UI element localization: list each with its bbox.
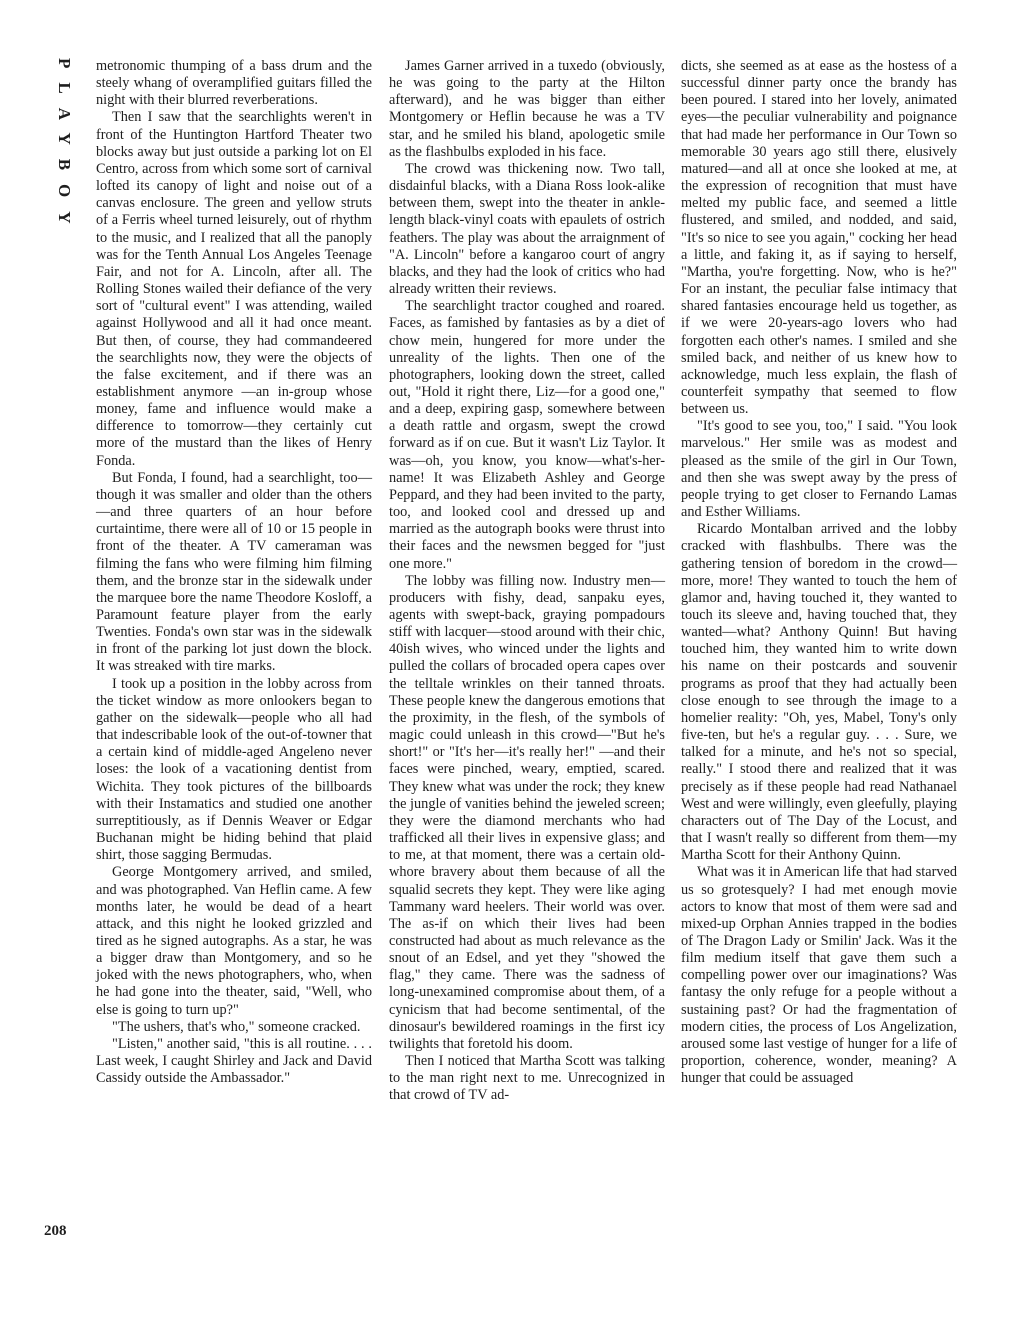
paragraph: dicts, she seemed as at ease as the hostess of a successful dinner party once the brandy has been poured. I stared into her lovely, animated eyes—the peculiar vulnerability and poignance that had made her performance in Our Town so memorable 30 years ago still there, elusively matured—and all at once she looked at me, at the expression of recognition that must have melted my public face, and seemed a little flustered, and smiled, and nodded, and said, "It's so nice to see you again," cocking her head a little, and faking it, as if saying to herself, "Martha, you're forgetting. Now, who is he?" For an instant, the peculiar false intimacy that shared fantasies encourage held us together, as if we were 20-years-ago lovers who had forgotten each other's names. I smiled and she smiled back, and neither of us knew how to acknowledge, much less explain, the flash of counterfeit sympathy that seemed to flow between us. <box>681 58 957 418</box>
page-number: 208 <box>44 1223 67 1239</box>
paragraph: Ricardo Montalban arrived and the lobby cracked with flashbulbs. There was the gathering tension of boredom in the crowd—more, more! They wanted to touch the hem of glamor and, having touched it, they wanted to touch its sleeve and, having touched that, they wanted—what? Anthony Quinn! But having touched him, they wanted him to write down his name on their postcards and souvenir programs as proof that they had actually been close enough to see through the image to a homelier reality: "Oh, yes, Mabel, Tony's only five-ten, but he's a regular guy. . . . Sure, we talked for a minute, and he's not so special, really." I stood there and realized that it was precisely as if these people had read Nathanael West and were willingly, even gleefully, playing characters out of The Day of the Locust, and that I wasn't really so different from them—my Martha Scott for their Anthony Quinn. <box>681 521 957 864</box>
paragraph: Then I noticed that Martha Scott was talking to the man right next to me. Unrecognized in that crowd of TV ad- <box>389 1053 665 1104</box>
paragraph: "Listen," another said, "this is all routine. . . . Last week, I caught Shirley and Jack and David Cassidy outside the Ambassador." <box>96 1035 372 1087</box>
paragraph: I took up a position in the lobby across from the ticket window as more onlookers began to gather on the sidewalk—people who all had that indescribable look of the out-of-towner that a certain kind of middle-aged Angeleno never loses: the look of a vacationing dentist from Wichita. They took pictures of the billboards with their Instamatics and studied one another surreptitiously, as if Dennis Weaver or Edgar Buchanan might be hiding behind that plaid shirt, those sagging Bermudas. <box>96 675 372 864</box>
article-column-1 <box>96 58 372 1087</box>
paragraph: But Fonda, I found, had a searchlight, too—though it was smaller and older than the others—and three quarters of an hour before curtaintime, there were all of 10 or 15 people in front of the theater. A TV cameraman was filming the fans who were filming him filming them, and the bronze star in the sidewalk under the marquee bore the name Theodore Kosloff, a Paramount feature player from the early Twenties. Fonda's own star was in the sidewalk in front of the parking lot just down the block. It was streaked with tire marks. <box>96 469 372 675</box>
masthead-text: PLAYBOY <box>55 58 74 238</box>
paragraph: George Montgomery arrived, and smiled, and was photographed. Van Heflin came. A few months later, he would be dead of a heart attack, and this night he looked grizzled and tired as he signed autographs. As a star, he was a bigger draw than Montgomery, and so he joked with the news photographers, who, when he had gone into the theater, said, "Well, who else is going to turn up?" <box>96 864 372 1018</box>
article-column-3 <box>681 58 957 1087</box>
paragraph: What was it in American life that had starved us so grotesquely? I had met enough movie actors to know that most of them were sad and mixed-up Orphan Annies trapped in the bodies of The Dragon Lady or Smilin' Jack. Was it the film medium itself that gave them such a compelling power over our imaginations? Was fantasy the only refuge for a people without a sustaining past? Or had the fragmentation of modern cities, the process of Los Angelization, aroused some last vestige of hunger for a life of proportion, coherence, wonder, meaning? A hunger that could be assuaged <box>681 864 957 1087</box>
paragraph: The searchlight tractor coughed and roared. Faces, as famished by fantasies as by a diet of chow mein, hungered for more under the unreality of the lights. Then one of the photographers, looking down the street, called out, "Hold it right there, Liz—for a good one," and a deep, expiring gasp, somewhere between a death rattle and orgasm, swept the crowd forward as if on cue. But it wasn't Liz Taylor. It was—oh, you know, you know—what's-her-name! It was Elizabeth Ashley and George Peppard, and they had been invited to the party, too, and looked cool and dressed up and married as the autograph books were thrust into their faces and the newsmen begged for "just one more." <box>389 298 665 572</box>
paragraph: metronomic thumping of a bass drum and the steely whang of overamplified guitars filled the night with their blurred reverberations. <box>96 58 372 109</box>
paragraph: The crowd was thickening now. Two tall, disdainful blacks, with a Diana Ross look-alike between them, swept into the theater in ankle-length black-vinyl coats with epaulets of ostrich feathers. The play was about the arraignment of "A. Lincoln" before a kangaroo court of angry blacks, and they had the look of critics who had already written their reviews. <box>389 160 665 298</box>
paragraph: James Garner arrived in a tuxedo (obviously, he was going to the party at the Hilton afterward), and he was bigger than either Montgomery or Heflin because he was a TV star, and he smiled his bland, apologetic smile as the flashbulbs exploded in his face. <box>389 58 665 160</box>
paragraph: The lobby was filling now. Industry men—producers with fishy, dead, sanpaku eyes, agents with swept-back, graying pompadours stiff with lacquer—stood around with their chic, 40ish wives, who winced under the lights and pulled the collars of brocaded opera capes over the telltale wrinkles on their tanned throats. These people knew the dangerous emotions that the proximity, in the flesh, of the symbols of magic could unleash in this crowd—"But he's short!" or "It's her—it's really her!" —and their faces were pinched, weary, emptied, scared. They knew what was under the rock; they knew the jungle of vanities behind the jeweled screen; they were the diamond merchants who had trafficked all their lives in expensive glass; and to me, at that moment, there was a certain old-whore bravery about them because of all the squalid secrets they kept. They were like aging Tammany ward heelers. Their world was over. The as-if on which their lives had been constructed had about as much relevance as the snout of an Edsel, and yet they "showed the flag," they came. There was the sadness of long-unexamined compromise about them, of a cynicism that had become sentimental, of the dinosaur's bewildered roamings in the first icy twilights that foretold his doom. <box>389 572 665 1052</box>
paragraph: Then I saw that the searchlights weren't in front of the Huntington Hartford Theater two blocks away but just outside a parking lot on El Centro, across from which some sort of carnival lofted its canopy of light and noise out of a canvas enclosure. The green and yellow struts of a Ferris wheel turned leisurely, out of rhythm to the music, and I realized that all the panoply was for the Tenth Annual Los Angeles Teenage Fair, and not for A. Lincoln, after all. The Rolling Stones wailed their defiance of the very sort of "cultural event" I was attending, wailed against Hollywood and all it had once meant. But then, of course, they had commandeered the searchlights now, they were the objects of the false excitement, and if there was an establishment anymore —an in-group whose money, fame and influence would make a difference to tomorrow—they certainly cut more of the mustard than the likes of Henry Fonda. <box>96 109 372 469</box>
paragraph: "It's good to see you, too," I said. "You look marvelous." Her smile was as modest and pleased as the smile of the girl in Our Town, and then she was swept away by the press of people trying to get closer to Fernando Lamas and Esther Williams. <box>681 418 957 521</box>
paragraph: "The ushers, that's who," someone cracked. <box>112 1018 361 1035</box>
masthead <box>52 58 78 238</box>
article-column-2 <box>389 58 665 1105</box>
